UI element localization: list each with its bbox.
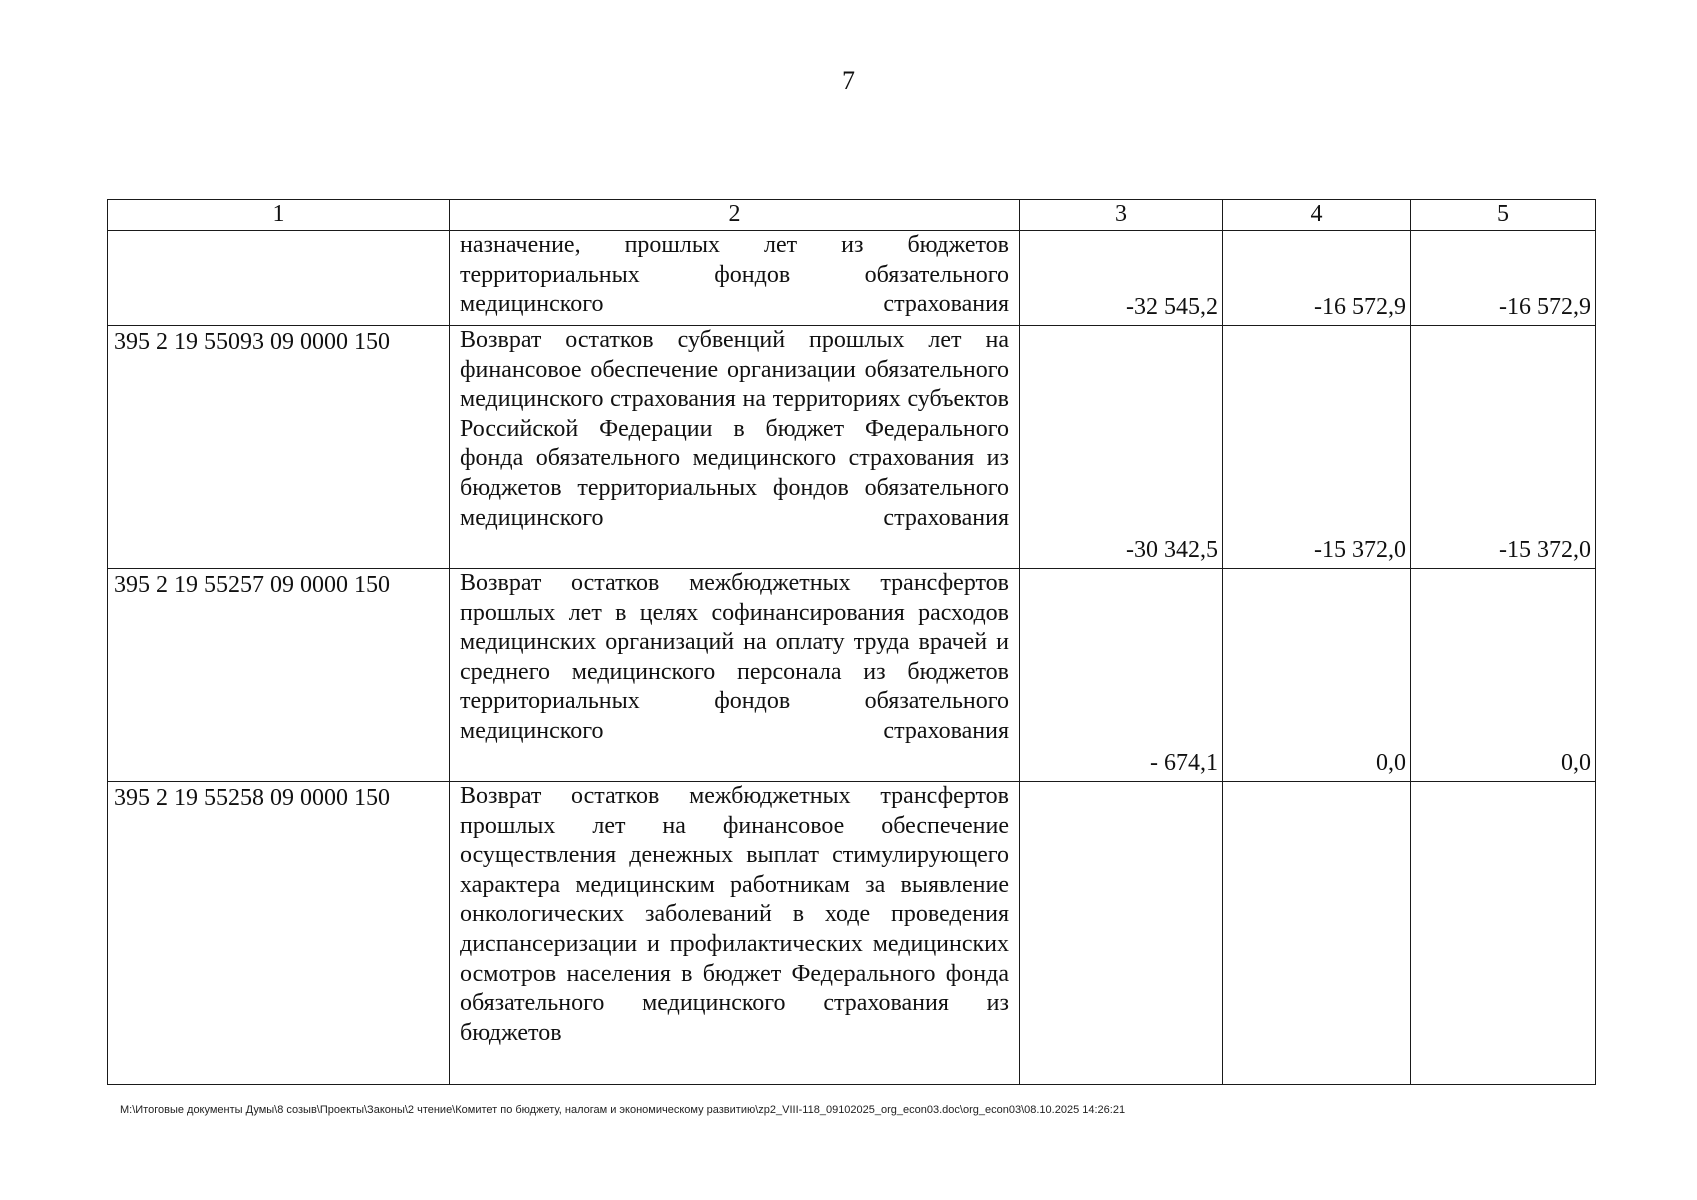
table-header-row	[108, 200, 1596, 231]
row-value-col3	[1020, 782, 1223, 1085]
row-value-col5: 0,0	[1411, 569, 1596, 782]
header-col-2: 2	[450, 200, 1020, 231]
row-value-col3: -32 545,2	[1020, 231, 1223, 326]
row-code: 395 2 19 55257 09 0000 150	[108, 569, 450, 782]
header-col-1: 1	[108, 200, 450, 231]
row-value-col5	[1411, 782, 1596, 1085]
row-value-col5: -16 572,9	[1411, 231, 1596, 326]
row-value-col4	[1223, 782, 1411, 1085]
table-row	[108, 326, 1596, 569]
row-description: назначение, прошлых лет из бюджетов территориальных фондов обязательного медицинского страхования	[450, 231, 1020, 326]
row-value-col5: -15 372,0	[1411, 326, 1596, 569]
header-col-4: 4	[1223, 200, 1411, 231]
row-description: Возврат остатков межбюджетных трансфертов прошлых лет в целях софинансирования расходов медицинских организаций на оплату труда врачей и среднего медицинского персонала из бюджетов территориальных фондов обязательного медицинского страхования	[450, 569, 1020, 782]
row-value-col4: 0,0	[1223, 569, 1411, 782]
table-row	[108, 231, 1596, 326]
row-value-col3: - 674,1	[1020, 569, 1223, 782]
row-description: Возврат остатков межбюджетных трансфертов прошлых лет на финансовое обеспечение осуществления денежных выплат стимулирующего характера медицинским работникам за выявление онкологических заболеваний в ходе проведения диспансеризации и профилактических медицинских осмотров населения в бюджет Федерального фонда обязательного медицинского страхования из бюджетов	[450, 782, 1020, 1085]
row-code	[108, 231, 450, 326]
footer-file-path: M:\Итоговые документы Думы\8 созыв\Проекты\Законы\2 чтение\Комитет по бюджету, налогам и экономическому развитию\zp2_VIII-118_09102025_org_econ03.doc\org_econ03\08.10.2025 14:26:21	[120, 1104, 1126, 1116]
row-code: 395 2 19 55093 09 0000 150	[108, 326, 450, 569]
row-value-col3: -30 342,5	[1020, 326, 1223, 569]
row-value-col4: -15 372,0	[1223, 326, 1411, 569]
budget-table	[107, 199, 1596, 1085]
row-code: 395 2 19 55258 09 0000 150	[108, 782, 450, 1085]
table-row	[108, 782, 1596, 1085]
row-value-col4: -16 572,9	[1223, 231, 1411, 326]
header-col-3: 3	[1020, 200, 1223, 231]
table-row	[108, 569, 1596, 782]
header-col-5: 5	[1411, 200, 1596, 231]
page-number: 7	[842, 66, 855, 95]
row-description: Возврат остатков субвенций прошлых лет на финансовое обеспечение организации обязательного медицинского страхования на территориях субъектов Российской Федерации в бюджет Федерального фонда обязательного медицинского страхования из бюджетов территориальных фондов обязательного медицинского страхования	[450, 326, 1020, 569]
